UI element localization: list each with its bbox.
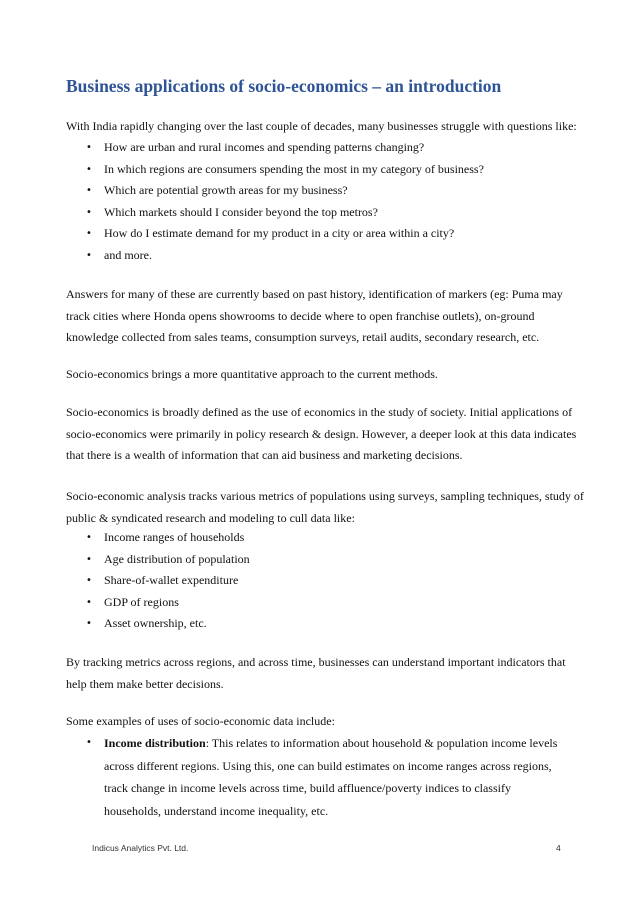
page-title: Business applications of socio-economics – an introduction xyxy=(66,76,502,96)
tracking-paragraph: By tracking metrics across regions, and across time, businesses can understand important indicators that help them make better decisions. xyxy=(66,655,566,691)
footer-page-number: 4 xyxy=(556,843,561,853)
bullet-icon: • xyxy=(86,618,92,629)
metrics-list xyxy=(66,527,586,635)
bullet-icon: • xyxy=(86,575,92,586)
list-item: • Which markets should I consider beyond the top metros? xyxy=(66,202,586,224)
intro-paragraph: With India rapidly changing over the last couple of decades, many businesses struggle with questions like: xyxy=(66,119,577,133)
list-item: • Share-of-wallet expenditure xyxy=(66,570,586,592)
list-item: • Asset ownership, etc. xyxy=(66,613,586,635)
bullet-icon: • xyxy=(86,249,92,261)
quantitative-paragraph: Socio-economics brings a more quantitative approach to the current methods. xyxy=(66,367,438,381)
list-item: • How are urban and rural incomes and spending patterns changing? xyxy=(66,137,586,159)
example-text: : This relates to information about household & population income levels across different regions. Using this, one can build estimates on income ranges across regions, track change in income levels across time, build affluence/poverty indices to classify households, understand income inequality, etc. xyxy=(104,736,558,818)
list-item xyxy=(66,732,566,822)
bullet-icon: • xyxy=(86,596,92,608)
list-item: • Age distribution of population xyxy=(66,549,586,571)
bullet-icon: • xyxy=(86,228,92,239)
answers-paragraph: Answers for many of these are currently based on past history, identification of markers (eg: Puma may track cities where Honda opens showrooms to decide where to open franchise outlets), on-ground knowledge collected from sales teams, consumption surveys, retail audits, secondary research, etc. xyxy=(66,287,563,344)
bullet-icon: • xyxy=(86,163,92,175)
definition-paragraph: Socio-economics is broadly defined as the use of economics in the study of society. Initial applications of socio-economics were primarily in policy research & design. However, a deeper look at this data indicates that there is a wealth of information that can aid business and marketing decisions. xyxy=(66,405,577,462)
list-item: • How do I estimate demand for my product in a city or area within a city? xyxy=(66,223,586,245)
example-term: Income distribution xyxy=(104,736,206,750)
list-item: • and more. xyxy=(66,245,586,267)
list-item: • Which are potential growth areas for my business? xyxy=(66,180,586,202)
bullet-icon: • xyxy=(86,142,92,153)
bullet-icon: • xyxy=(86,737,92,748)
bullet-icon: • xyxy=(86,532,92,543)
footer-company: Indicus Analytics Pvt. Ltd. xyxy=(92,843,189,853)
bullet-icon: • xyxy=(86,206,92,218)
bullet-icon: • xyxy=(86,185,92,196)
examples-intro: Some examples of uses of socio-economic data include: xyxy=(66,714,335,728)
bullet-icon: • xyxy=(86,553,92,565)
list-item: • In which regions are consumers spending the most in my category of business? xyxy=(66,159,586,181)
questions-list xyxy=(66,137,586,266)
tracks-paragraph: Socio-economic analysis tracks various metrics of populations using surveys, sampling techniques, study of public & syndicated research and modeling to cull data like: xyxy=(66,489,584,525)
examples-list xyxy=(66,732,566,822)
list-item: • GDP of regions xyxy=(66,592,586,614)
list-item: • Income ranges of households xyxy=(66,527,586,549)
